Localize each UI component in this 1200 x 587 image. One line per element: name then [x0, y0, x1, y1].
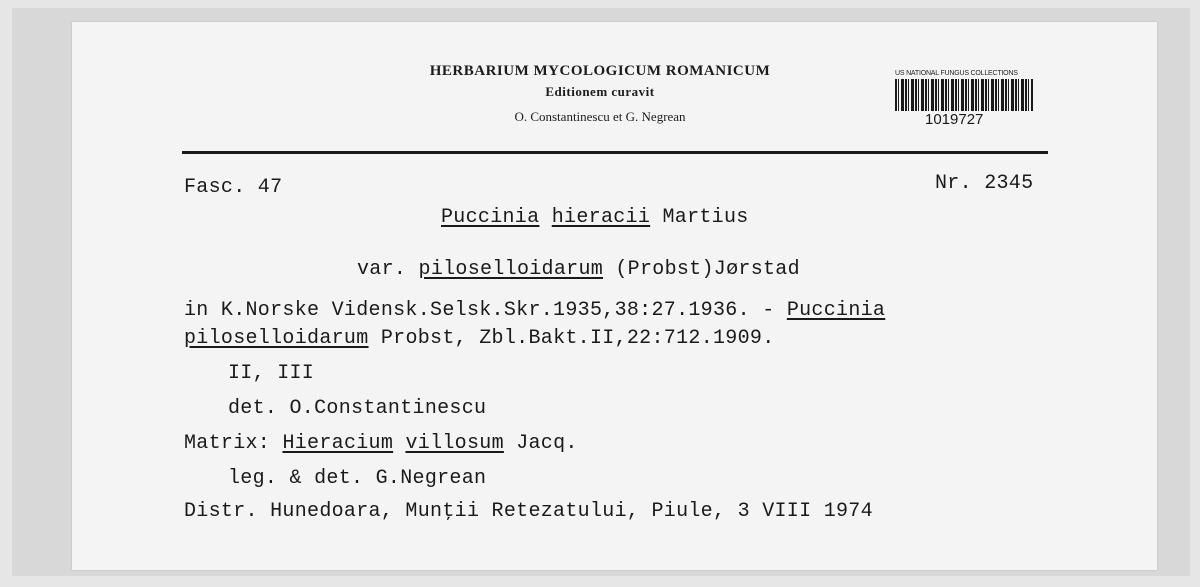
determiner: det. O.Constantinescu — [228, 397, 487, 420]
matrix-species: villosum — [405, 432, 504, 455]
variety-line — [357, 258, 800, 281]
citation-line-1 — [184, 299, 885, 322]
matrix-line — [184, 432, 578, 455]
exsiccata-number: Nr. 2345 — [935, 172, 1034, 195]
barcode-bars — [895, 79, 1033, 111]
header-editors: O. Constantinescu et G. Negrean — [514, 109, 686, 124]
header-divider — [182, 151, 1048, 154]
collector: leg. & det. G.Negrean — [228, 467, 487, 490]
header-title: HERBARIUM MYCOLOGICUM ROMANICUM — [429, 63, 771, 79]
label-header — [370, 60, 830, 128]
citation-line-2 — [184, 327, 775, 350]
taxon-genus: Puccinia — [441, 206, 540, 229]
taxon-species: hieracii — [551, 206, 651, 229]
matrix-prefix: Matrix: — [184, 432, 271, 455]
header-subtitle: Editionem curavit — [545, 84, 655, 99]
var-name: piloselloidarum — [418, 258, 604, 281]
barcode-number: 1019727 — [925, 111, 984, 128]
stages: II, III — [228, 362, 315, 385]
matrix-author: Jacq. — [516, 432, 578, 455]
taxon-author: Martius — [662, 206, 749, 229]
barcode — [895, 70, 1040, 140]
matrix-genus: Hieracium — [282, 432, 394, 455]
barcode-caption: US NATIONAL FUNGUS COLLECTIONS — [895, 70, 1018, 77]
var-prefix: var. — [357, 258, 407, 281]
citation-name: piloselloidarum — [184, 327, 369, 350]
fascicle: Fasc. 47 — [184, 176, 283, 199]
var-author: (Probst)Jørstad — [615, 258, 800, 281]
citation-text-2: Probst, Zbl.Bakt.II,22:712.1909. — [380, 327, 775, 350]
taxon-name — [441, 206, 749, 229]
locality: Distr. Hunedoara, Munţii Retezatului, Piule, 3 VIII 1974 — [184, 500, 873, 523]
citation-text-1: in K.Norske Vidensk.Selsk.Skr.1935,38:27.1936. - — [184, 299, 775, 322]
citation-genus: Puccinia — [786, 299, 886, 322]
